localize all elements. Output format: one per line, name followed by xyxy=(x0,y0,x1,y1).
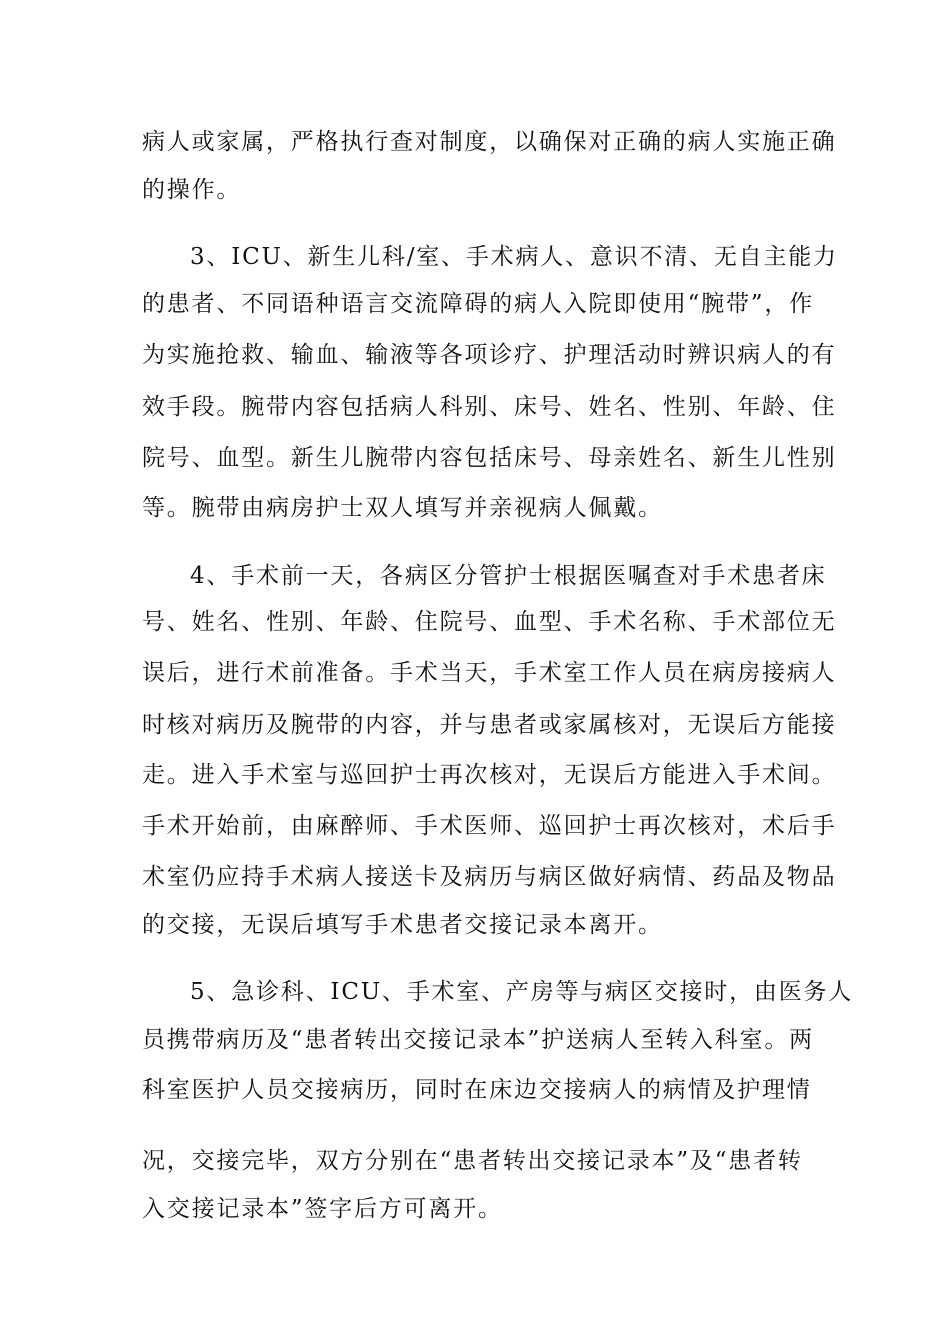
text-line: 入交接记录本”签字后方可离开。 xyxy=(142,1196,503,1222)
text-line: 的交接，无误后填写手术患者交接记录本离开。 xyxy=(142,912,663,938)
text-line: 手术开始前，由麻醉师、手术医师、巡回护士再次核对，术后手 xyxy=(142,813,837,839)
text-line: 等。腕带由病房护士双人填写并亲视病人佩戴。 xyxy=(142,495,663,521)
text-line: 病人或家属，严格执行查对制度，以确保对正确的病人实施正确 xyxy=(142,129,837,155)
text-line: 院号、血型。新生儿腕带内容包括床号、母亲姓名、新生儿性别 xyxy=(142,445,837,471)
text-line: 走。进入手术室与巡回护士再次核对，无误后方能进入手术间。 xyxy=(142,762,837,788)
text-line: 的患者、不同语种语言交流障碍的病人入院即使用“腕带”，作 xyxy=(142,291,814,317)
text-line: 员携带病历及“患者转出交接记录本”护送病人至转入科室。两 xyxy=(142,1027,814,1053)
text-line: 号、姓名、性别、年龄、住院号、血型、手术名称、手术部位无 xyxy=(142,609,837,635)
text-line: 5、急诊科、ICU、手术室、产房等与病区交接时，由医务人 xyxy=(190,979,854,1005)
text-line: 况，交接完毕，双方分别在“患者转出交接记录本”及“患者转 xyxy=(142,1148,803,1174)
text-line: 科室医护人员交接病历，同时在床边交接病人的病情及护理情 xyxy=(142,1077,812,1103)
text-line: 4、手术前一天，各病区分管护士根据医嘱查对手术患者床 xyxy=(190,563,827,589)
text-line: 3、ICU、新生儿科/室、手术病人、意识不清、无自主能力 xyxy=(190,244,838,270)
text-line: 效手段。腕带内容包括病人科别、床号、姓名、性别、年龄、住 xyxy=(142,394,837,420)
text-line: 误后，进行术前准备。手术当天，手术室工作人员在病房接病人 xyxy=(142,660,837,686)
text-line: 时核对病历及腕带的内容，并与患者或家属核对，无误后方能接 xyxy=(142,712,837,738)
text-line: 术室仍应持手术病人接送卡及病历与病区做好病情、药品及物品 xyxy=(142,864,837,890)
text-line: 为实施抢救、输血、输液等各项诊疗、护理活动时辨识病人的有 xyxy=(142,342,837,368)
text-line: 的操作。 xyxy=(142,177,242,203)
